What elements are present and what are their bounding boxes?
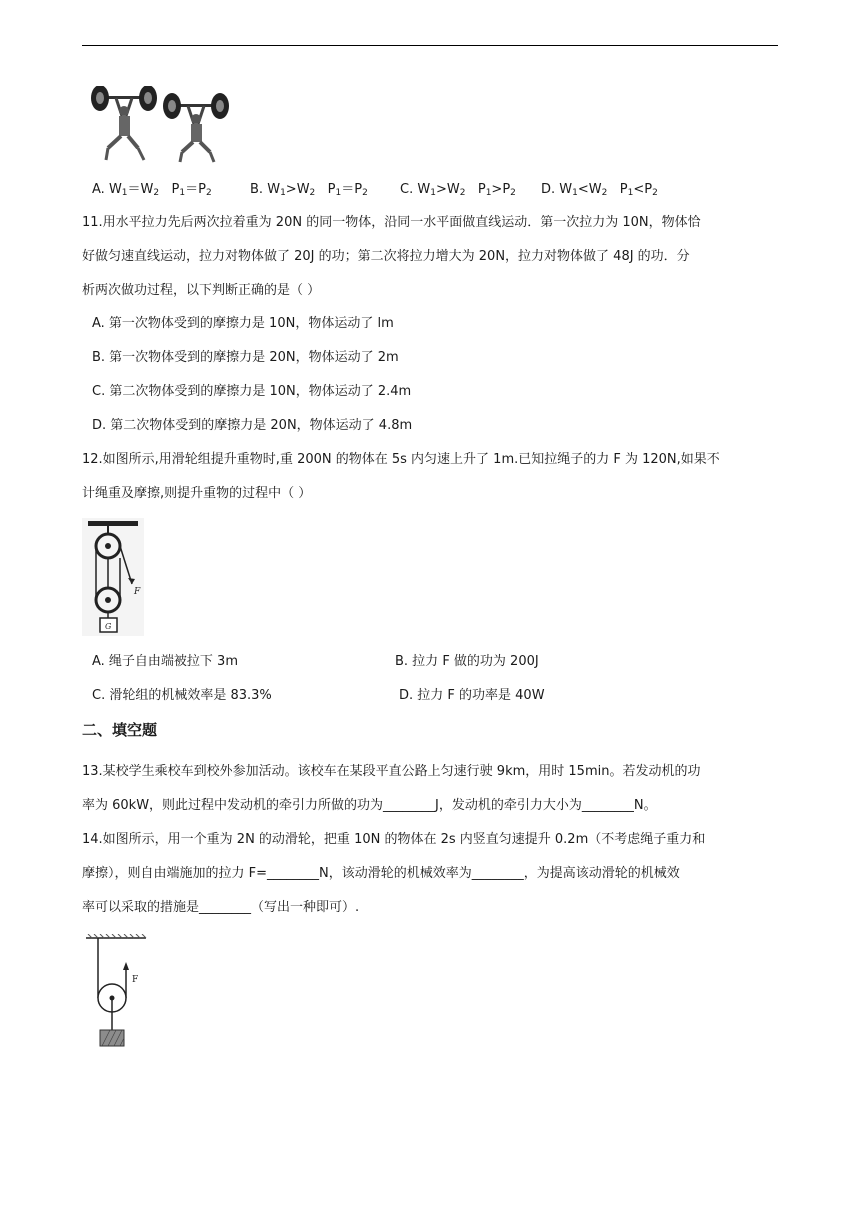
movable-pulley-figure xyxy=(86,934,150,1050)
q12-stem-line-1: 12.如图所示,用滑轮组提升重物时,重 200N 的物体在 5s 内匀速上升了 1m.已知拉绳子的力 F 为 120N,如果不 xyxy=(82,452,720,467)
ceiling-support xyxy=(88,521,138,526)
q11-option-b: B. 第一次物体受到的摩擦力是 20N，物体运动了 2m xyxy=(92,350,399,365)
q11-stem-line-3: 析两次做功过程，以下判断正确的是（ ） xyxy=(82,283,321,298)
q10-option-c: C. $W_1>W_2$ $P_1>P_2$ xyxy=(400,182,516,198)
q11-option-a: A. 第一次物体受到的摩擦力是 10N，物体运动了 lm xyxy=(92,316,394,331)
weightlifter-1-icon xyxy=(91,86,157,160)
q14-stem-line-2: 摩擦），则自由端施加的拉力 F=________N，该动滑轮的机械效率为________，为提高该动滑轮的机械效 xyxy=(82,866,680,881)
weightlifter-figure xyxy=(86,86,236,166)
force-arrow-icon xyxy=(123,962,129,970)
weight-label: G xyxy=(105,622,112,631)
q10-option-b: B. $W_1>W_2$ $P_1=P_2$ xyxy=(250,182,368,198)
q12-stem-line-2: 计绳重及摩擦,则提升重物的过程中（ ） xyxy=(82,486,312,501)
q11-option-c: C. 第二次物体受到的摩擦力是 10N，物体运动了 2.4m xyxy=(92,384,412,399)
q13-stem-line-1: 13.某校学生乘校车到校外参加活动。该校车在某段平直公路上匀速行驶 9km，用时 15min。若发动机的功 xyxy=(82,764,701,779)
q14-stem-line-3: 率可以采取的措施是________（写出一种即可）. xyxy=(82,900,360,915)
q10-option-d: D. $W_1<W_2$ $P_1<P_2$ xyxy=(541,182,658,198)
q12-option-a: A. 绳子自由端被拉下 3m xyxy=(92,654,238,669)
q12-option-c: C. 滑轮组的机械效率是 83.3% xyxy=(92,688,272,703)
q12-option-b: B. 拉力 F 做的功为 200J xyxy=(395,654,539,669)
q12-option-d: D. 拉力 F 的功率是 40W xyxy=(399,688,545,703)
q11-stem-line-2: 好做匀速直线运动，拉力对物体做了 20J 的功；第二次将拉力增大为 20N，拉力对物体做了 48J 的功．分 xyxy=(82,249,690,264)
q13-stem-line-2: 率为 60kW，则此过程中发动机的牵引力所做的功为________J，发动机的牵引力大小为________N。 xyxy=(82,798,657,813)
pulley-block-figure xyxy=(82,518,144,636)
q10-option-a: A. $W_1=W_2$ $P_1=P_2$ xyxy=(92,182,212,198)
q11-option-d: D. 第二次物体受到的摩擦力是 20N，物体运动了 4.8m xyxy=(92,418,413,433)
force-label: F xyxy=(132,975,139,985)
header-rule xyxy=(82,45,778,46)
section-heading-fill-in: 二、填空题 xyxy=(82,721,158,739)
q11-stem-line-1: 11.用水平拉力先后两次拉着重为 20N 的同一物体，沿同一水平面做直线运动．第一次拉力为 10N，物体恰 xyxy=(82,215,701,230)
q14-stem-line-1: 14.如图所示，用一个重为 2N 的动滑轮，把重 10N 的物体在 2s 内竖直匀速提升 0.2m（不考虑绳子重力和 xyxy=(82,832,706,847)
force-label: F xyxy=(134,587,141,597)
weightlifter-2-icon xyxy=(163,93,229,162)
